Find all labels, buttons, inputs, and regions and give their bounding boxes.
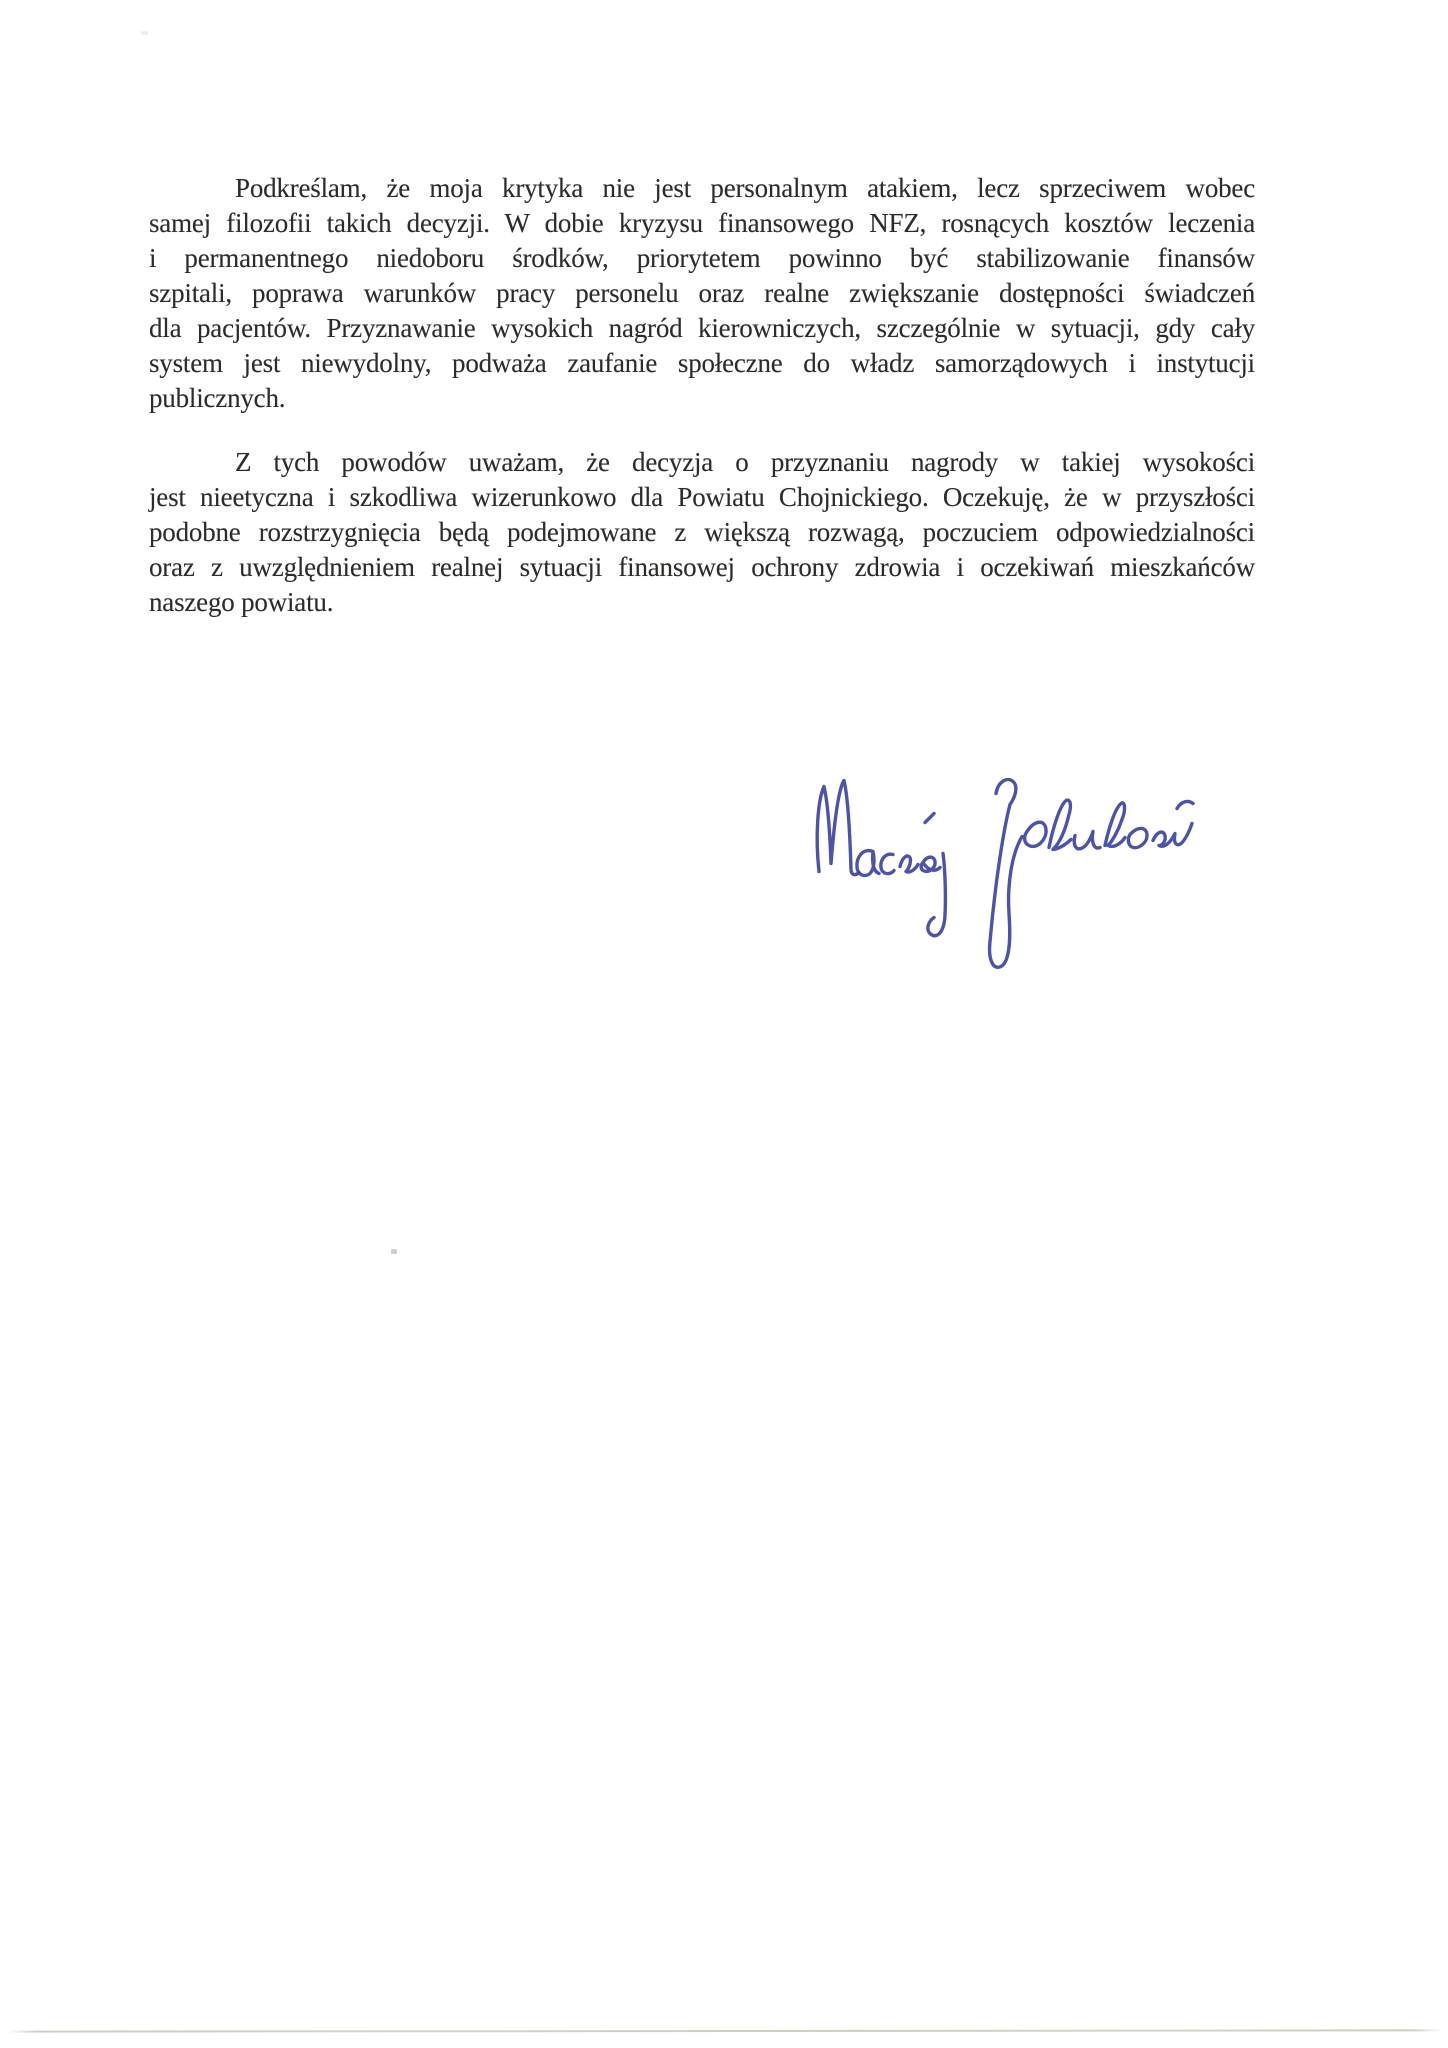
text-line: publicznych. [149,383,286,413]
text-line: szpitali, poprawa warunków pracy personelu oraz realne zwiększanie dostępności świadczeń [149,278,1255,308]
text-line: system jest niewydolny, podważa zaufanie społeczne do władz samorządowych i instytucji [149,348,1255,378]
text-line: Z tych powodów uważam, że decyzja o przyznaniu nagrody w takiej wysokości [235,447,1255,477]
scan-artifact-speck [391,1249,397,1254]
scan-artifact-speck [141,31,148,35]
text-line: samej filozofii takich decyzji. W dobie kryzysu finansowego NFZ, rosnących kosztów leczenia [149,208,1255,238]
handwritten-signature [813,772,1198,990]
text-line: i permanentnego niedoboru środków, priorytetem powinno być stabilizowanie finansów [149,243,1255,273]
text-line: jest nieetyczna i szkodliwa wizerunkowo dla Powiatu Chojnickiego. Oczekuję, że w przyszłości [149,482,1255,512]
text-line: naszego powiatu. [149,587,334,617]
paragraph [149,445,1255,620]
text-line: Podkreślam, że moja krytyka nie jest personalnym atakiem, lecz sprzeciwem wobec [235,173,1255,203]
paragraph [149,171,1255,416]
signature-ink-strokes [813,772,1198,990]
text-line: dla pacjentów. Przyznawanie wysokich nagród kierowniczych, szczególnie w sytuacji, gdy cały [149,313,1255,343]
letter-body [149,171,1255,620]
text-line: podobne rozstrzygnięcia będą podejmowane z większą rozwagą, poczuciem odpowiedzialności [149,517,1255,547]
scan-artifact-bottom-line [8,2029,1442,2032]
text-line: oraz z uwzględnieniem realnej sytuacji finansowej ochrony zdrowia i oczekiwań mieszkańców [149,552,1255,582]
